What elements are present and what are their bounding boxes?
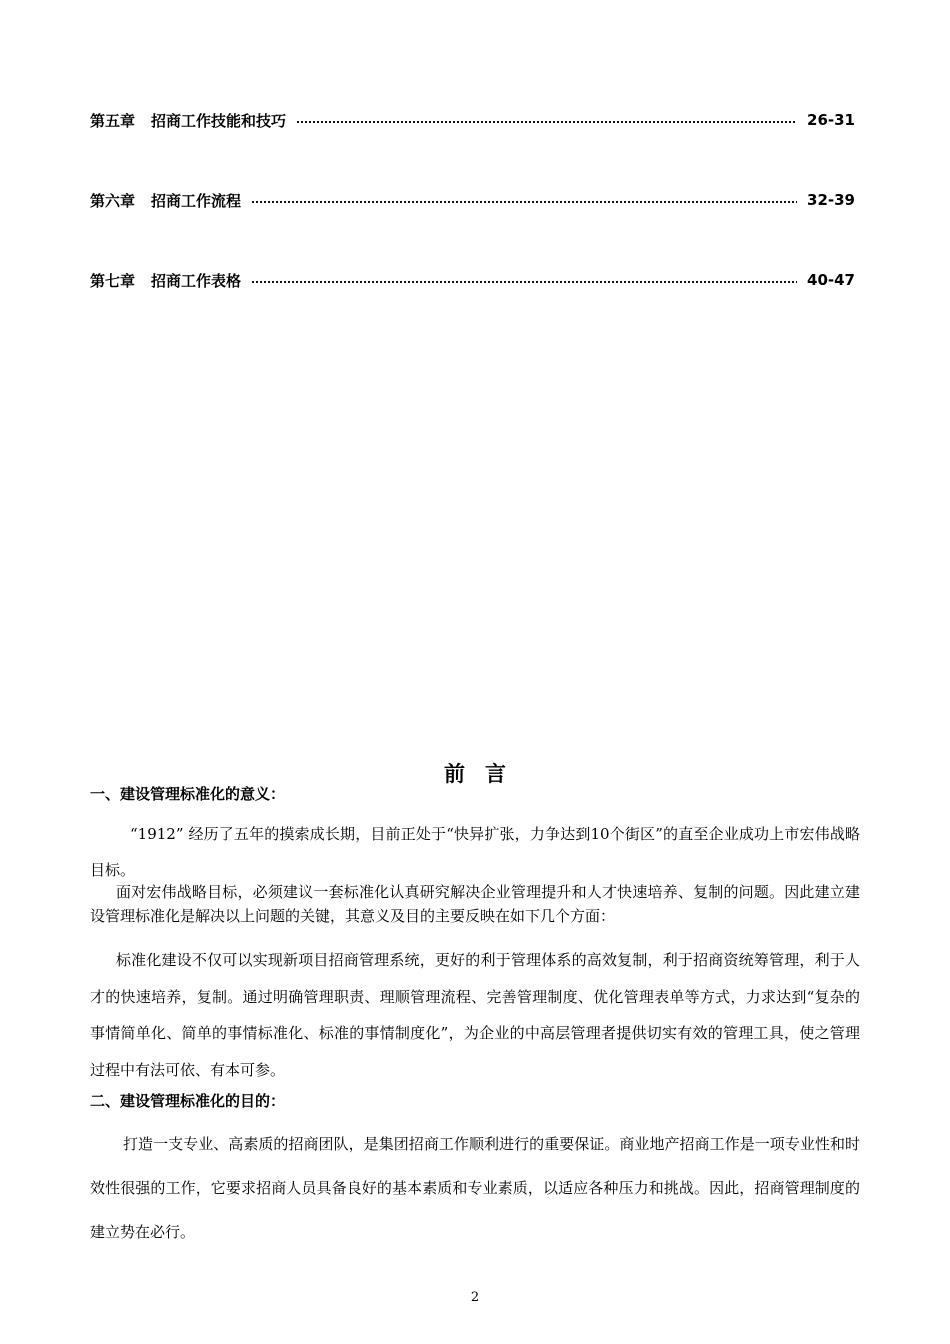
section-heading-significance: 一、建设管理标准化的意义： (90, 785, 286, 803)
paragraph-strategy-goal: “1912” 经历了五年的摸索成长期，目前正处于“快异扩张，力争达到10个街区”的直至企业成功上市宏伟战略目标。 (90, 825, 860, 879)
toc-chapter-title: 招商工作表格 (151, 271, 242, 290)
toc-page-range: 32-39 (807, 191, 855, 209)
toc-row-chapter-5 (90, 109, 855, 131)
toc-row-chapter-6 (90, 189, 855, 211)
paragraph-standardization-need: 面对宏伟战略目标，必须建议一套标准化认真研究解决企业管理提升和人才快速培养、复制的问题。因此建立建设管理标准化是解决以上问题的关键，其意义及目的主要反映在如下几个方面： (90, 883, 860, 925)
toc-chapter-label: 第六章 (90, 191, 136, 210)
toc-leader-dots (251, 281, 797, 283)
toc-chapter-label: 第五章 (90, 111, 136, 130)
toc-chapter-title: 招商工作流程 (151, 191, 242, 210)
toc-chapter-label: 第七章 (90, 271, 136, 290)
page-number: 2 (470, 1290, 480, 1305)
toc-page-range: 26-31 (807, 111, 855, 129)
toc-page-range: 40-47 (807, 271, 855, 289)
preface-title: 前言 (444, 762, 526, 786)
section-heading-purpose: 二、建设管理标准化的目的： (90, 1092, 286, 1110)
toc-leader-dots (296, 121, 797, 123)
paragraph-team-building: 打造一支专业、高素质的招商团队，是集团招商工作顺利进行的重要保证。商业地产招商工作是一项专业性和时效性很强的工作，它要求招商人员具备良好的基本素质和专业素质，以适应各种压力和挑战。因此，招商管理制度的建立势在必行。 (90, 1135, 860, 1241)
toc-leader-dots (251, 201, 797, 203)
toc-row-chapter-7 (90, 269, 855, 291)
paragraph-standardization-benefits: 标准化建设不仅可以实现新项目招商管理系统，更好的利于管理体系的高效复制，利于招商资统筹管理，利于人才的快速培养，复制。通过明确管理职责、理顺管理流程、完善管理制度、优化管理表单等方式，力求达到“复杂的事情简单化、简单的事情标准化、标准的事情制度化”，为企业的中高层管理者提供切实有效的管理工具，使之管理过程中有法可依、有本可参。 (90, 951, 860, 1079)
toc-chapter-title: 招商工作技能和技巧 (151, 111, 287, 130)
